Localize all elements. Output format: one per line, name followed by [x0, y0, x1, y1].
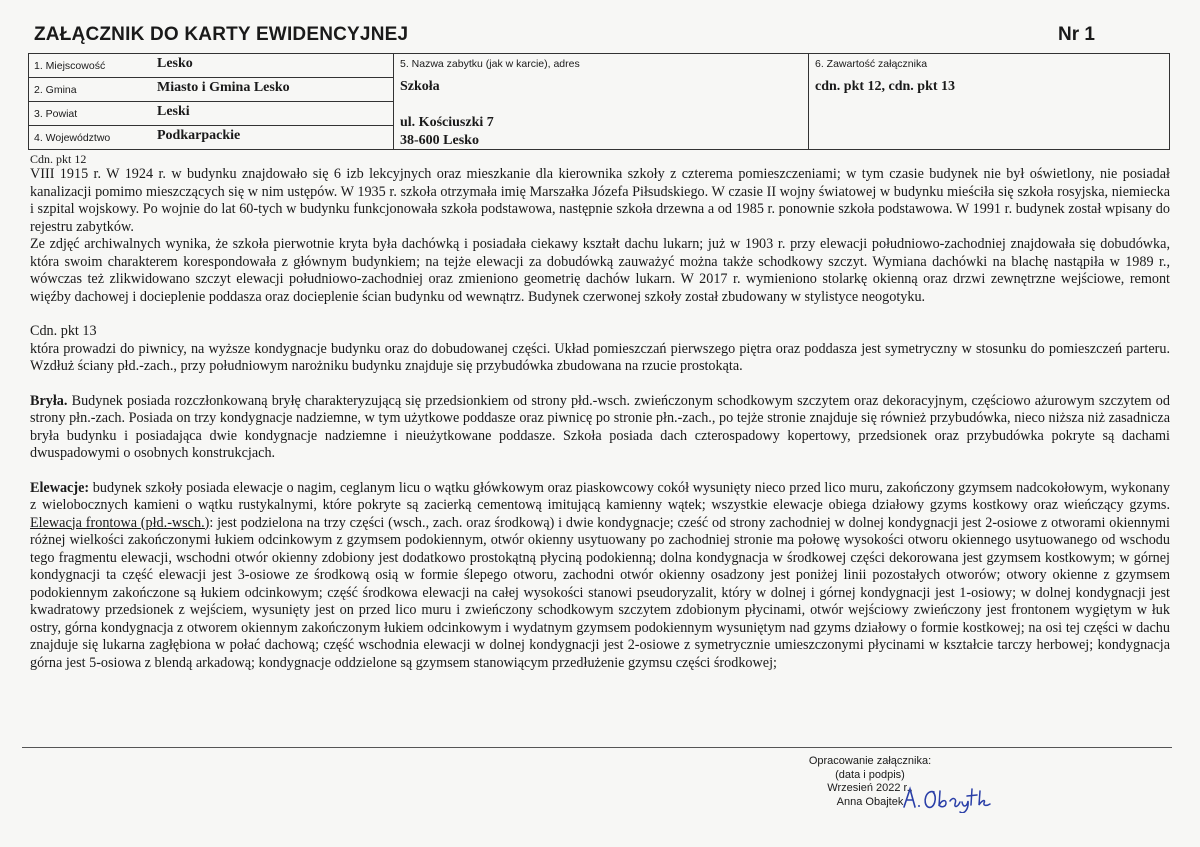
- county-value: Leski: [157, 104, 190, 119]
- elewacje-paragraph: [30, 480, 1170, 673]
- county-label: 3. Powiat: [34, 108, 78, 120]
- bryla-text: Budynek posiada rozczłonkowaną bryłę charakteryzującą się przedsionkiem od strony płd.-wsch. zwieńczonym schodkowym szczytem oraz dekoracyjnym, częściowo ażurowym szczytem od strony płn.-zach. Posiada on trzy kondygnacje nadziemne, w tym użytkowe poddasze oraz piwnicę po stronie płn.-zach., po tejże stronie znajduje się również przybudówka, nieco niższa niż zasadnicza bryła budynku i posiadająca dwie kondygnacje nadziemne i nieużytkowane poddasze. Szkoła posiada dach czterospadowy kopertowy, przedsionek oraz przybudówka pokryte są dachami dwuspadowymi o osobnych konstrukcjach.: [30, 392, 1170, 461]
- monument-column: [394, 54, 809, 149]
- handwritten-signature: [900, 783, 995, 813]
- elewacje-underlined: Elewacja frontowa (płd.-wsch.): [30, 514, 210, 531]
- attachment-body: [30, 152, 1170, 672]
- monument-street: ul. Kościuszki 7: [400, 115, 494, 130]
- location-label: 1. Miejscowość: [34, 60, 106, 72]
- commune-value: Miasto i Gmina Lesko: [157, 80, 290, 95]
- location-row: [29, 54, 393, 78]
- document-title: ZAŁĄCZNIK DO KARTY EWIDENCYJNEJ: [34, 24, 409, 45]
- voivodeship-label: 4. Województwo: [34, 132, 111, 144]
- record-header-table: [28, 53, 1170, 150]
- commune-label: 2. Gmina: [34, 84, 77, 96]
- contents-label: 6. Zawartość załącznika: [815, 58, 928, 70]
- location-value: Lesko: [157, 56, 193, 71]
- contents-column: [809, 54, 1169, 149]
- bryla-paragraph: [30, 393, 1170, 463]
- prepared-date: Wrzesień 2022 r.,: [827, 782, 913, 794]
- elewacje-heading: Elewacje:: [30, 479, 90, 496]
- elewacje-text-b: : jest podzielona na trzy części (wsch., zach. oraz środkową) i dwie kondygnacje; cześć od strony zachodniej w dolnej kondygnacji jest 2-osiowe z otworami okiennymi różnej wielkości zakończonymi łukiem odcinkowym z gzymsem podokiennym, otwór okienny usytuowany po zachodniej stronie ma połowę wysokości otworu okiennego usytuowanego od wschodu tego fragmentu elewacji, wschodni otwór okienny zdobiony jest dodatkowo prostokątną płyciną podokienną; dolna kondygnacja w środkowej części dekorowana jest gzymsem kostkowym; w górnej kondygnacji ta część elewacji jest 3-osiowe ze środkową osią w formie ślepego otworu, zachodni otwór okienny osadzony jest poniżej linii pozostałych otworów; otwory okienne z gzymsem podokiennym zakończone są łukiem odcinkowym; część środkowa elewacji na całej wysokości stanowi pseudoryzalit, który w dolnej i górnej kondygnacji jest 1-osiowy; w dolnej kondygnacji jest kwadratowy przedsionek z wejściem, wysunięty jest on przed lico muru i zwieńczony schodkowym szczytem zdobionym płycinami, otwór wejściowy zwieńczony jest frontonem wygiętym w łuk ostry, górna kondygnacja z otworem okiennym zakończonym łukiem odcinkowym i wydatnym gzymsem podokiennym wysuniętym nad gzyms działowy o formie kostkowej; na osi tej części w dachu znajduje się lukarna zagłębiona w połać dachową; część wschodnia elewacji w dolnej kondygnacji jest 2-osiowe z symetrycznie umieszczonymi płycinami w kształcie tarczy herbowej; kondygnacja górna jest 5-osiowa z blendą arkadową; kondygnacje oddzielone są gzymsem stanowiącym przedłużenie gzymsu części środkowej;: [30, 514, 1170, 671]
- voivodeship-row: [29, 126, 393, 149]
- voivodeship-value: Podkarpackie: [157, 128, 241, 143]
- section-12-paragraph-1: VIII 1915 r. W 1924 r. w budynku znajdowało się 6 izb lekcyjnych oraz mieszkanie dla kierownika szkoły z czterema pomieszczeniami; w tym czasie budynek nie był oświetlony, nie posiadał kanalizacji pomimo mieszczących się w nim ustępów. W 1935 r. szkoła otrzymała imię Marszałka Józefa Piłsudskiego. W czasie II wojny światowej w budynku mieściła się szkoła rosyjska, niemiecka i szpital wojskowy. Po wojnie do lat 60-tych w budynku funkcjonowała szkoła podstawowa, następnie szkoła drzewna a od 1985 r. ponownie szkoła podstawowa. W 1991 r. budynek został wpisany do rejestru zabytków.: [30, 166, 1170, 235]
- section-13-label: Cdn. pkt 13: [30, 323, 97, 339]
- elewacje-text-a: budynek szkoły posiada elewacje o nagim, ceglanym licu o wątku główkowym oraz piaskowcowy cokół wysunięty nieco przed lico muru, zakończony gzymsem nadcokołowym, wykonany z wielobocznych kamieni o wątku rustykalnymi, które pokryte są zacierką cementową imitującą kamienny wątek; wszystkie elewacje obiega działowy gzyms kostkowy oraz wieńczący gzyms.: [30, 479, 1170, 513]
- attachment-number: Nr 1: [1058, 24, 1095, 45]
- section-12-paragraph-2: Ze zdjęć archiwalnych wynika, że szkoła pierwotnie kryta była dachówką i posiadała ciekawy kształt dachu lukarn; już w 1903 r. przy elewacji południowo-zachodniej znajdowała się dobudówka, która swoim charakterem korespondowała z głównym budynkiem; na tejże elewacji za dobudówką zauważyć można także schodkowy szczyt. Wymiana dachówki na blachę nastąpiła w 1989 r., wówczas też zlikwidowano szczyt elewacji południowo-zachodniej oraz zmieniono geometrię dachów lukarn. W 2017 r. wymieniono stolarkę okienną oraz drzwi zewnętrzne wejściowe, remont więźby dachowej i docieplenie poddasza oraz docieplenie ścian budynku od wewnątrz. Budynek czerwonej szkoły został zbudowany w stylistyce neogotyku.: [30, 236, 1170, 305]
- section-12-label: Cdn. pkt 12: [30, 152, 87, 166]
- commune-row: [29, 78, 393, 102]
- contents-value: cdn. pkt 12, cdn. pkt 13: [815, 79, 956, 94]
- date-signature-label: (data i podpis): [835, 768, 905, 781]
- monument-city: 38-600 Lesko: [400, 133, 479, 148]
- bryla-heading: Bryła.: [30, 392, 68, 409]
- monument-label: 5. Nazwa zabytku (jak w karcie), adres: [400, 58, 580, 70]
- section-13-paragraph: która prowadzi do piwnicy, na wyższe kondygnacje budynku oraz do dobudowanej części. Układ pomieszczań pierwszego piętra oraz poddasza jest symetryczny w stosunku do pomieszczeń parteru. Wzdłuż ściany płd.-zach., przy południowym narożniku budynku znajduje się przybudówka zbudowana na rzucie prostokąta.: [30, 340, 1170, 374]
- monument-name: Szkoła: [400, 79, 440, 94]
- footer-divider: [22, 747, 1172, 748]
- prepared-by-label: Opracowanie załącznika:: [808, 755, 932, 767]
- author-name: Anna Obajtek: [836, 795, 904, 808]
- county-row: [29, 102, 393, 126]
- location-column: [29, 54, 394, 149]
